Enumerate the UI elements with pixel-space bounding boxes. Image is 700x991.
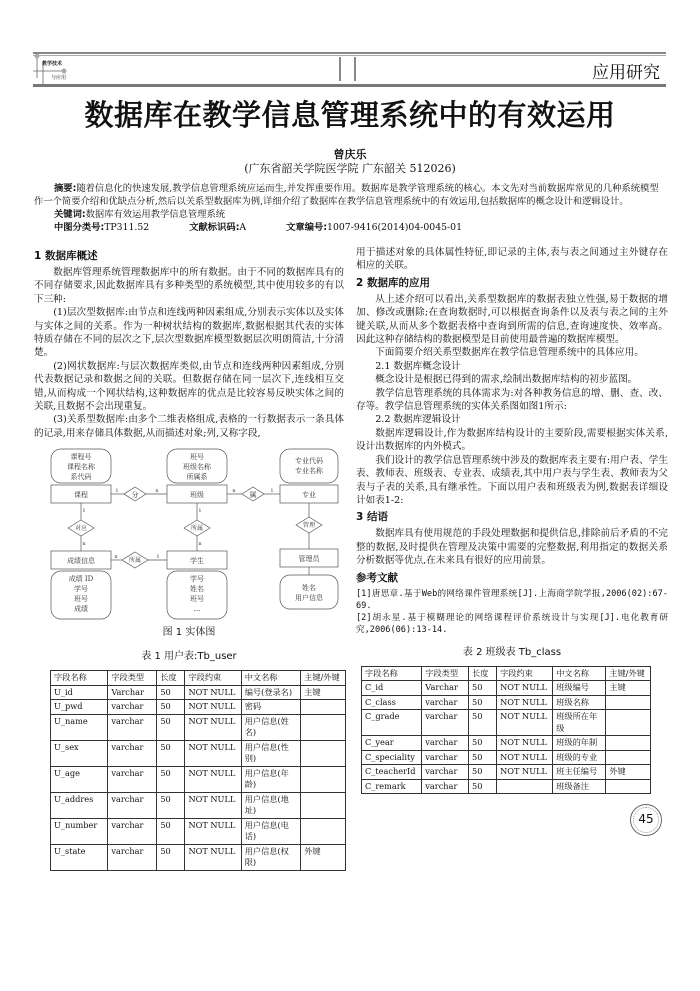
article-no-value: 1007-9416(2014)04-0045-01 xyxy=(327,222,463,233)
clc xyxy=(54,221,149,234)
table-row-cell: 用户信息(地址) xyxy=(241,792,300,818)
section-1-para-2: (1)层次型数据库:由节点和连线两种因素组成,分别表示实体以及实体与实体之间的关系。作为一种树状结构的数据库,数据根据其代表的实体特质存储在不同的层次之下,层次型数据库模型数据层次明朗简洁,十分清楚。 xyxy=(34,307,344,359)
table-row-cell: NOT NULL xyxy=(497,710,553,736)
logo-line1: 教学技术 xyxy=(42,61,63,67)
attr-class-3: 所属系 xyxy=(186,473,208,482)
section-1-heading: 1 数据库概述 xyxy=(34,250,98,262)
table-row xyxy=(362,779,651,794)
table-row xyxy=(51,685,346,700)
table-row-cell: 50 xyxy=(157,700,185,715)
keywords-text: 数据库有效运用教学信息管理系统 xyxy=(85,209,226,220)
table-row-cell xyxy=(301,740,346,766)
card-class-student-1: 1 xyxy=(198,508,202,515)
table-row-cell: 50 xyxy=(469,736,497,751)
abstract-text: 随着信息化的快速发展,教学信息管理系统应运而生,并发挥重要作用。数据库是教学管理系统的核心。本文先对当前数据库常见的几种系统模型作一个简要介绍和优缺点分析,然后以关系型数据库为例,详细介绍了数据库在教学信息管理系统中的有效运用,包括数据库的概念设计和逻辑设计。 xyxy=(34,183,659,207)
attr-score-4: 成绩 xyxy=(74,605,88,614)
card-score-student-n: n xyxy=(114,554,118,561)
table-row-cell: 50 xyxy=(469,765,497,780)
table-row-cell: U_pwd xyxy=(51,700,108,715)
table-row-cell: 用户信息(电话) xyxy=(241,818,300,844)
table-row-cell: C_class xyxy=(362,695,422,710)
card-course-score-n: n xyxy=(82,541,86,548)
rel-course-score-label: 对应 xyxy=(74,525,88,533)
attr-score-3: 班号 xyxy=(74,595,88,604)
table-row-cell: 班级的年制 xyxy=(553,736,606,751)
left-column-box xyxy=(34,246,344,871)
entity-student-label: 学生 xyxy=(190,557,204,566)
header-rule-top xyxy=(33,52,666,54)
table-row-cell: U_id xyxy=(51,685,108,700)
table-row xyxy=(51,766,346,792)
table-row-cell: U_sex xyxy=(51,740,108,766)
article-no-label: 文章编号: xyxy=(286,222,328,233)
table-row-cell: NOT NULL xyxy=(497,681,553,696)
table-row-cell: varchar xyxy=(108,766,157,792)
table-header-row-cell: 字段约束 xyxy=(497,666,553,681)
doc-code xyxy=(189,221,246,234)
table-row-cell: varchar xyxy=(108,818,157,844)
attr-course-2: 课程名称 xyxy=(67,463,95,472)
table-row xyxy=(362,750,651,765)
rel-class-student-label: 所属 xyxy=(190,525,204,533)
table-row-cell: 班级所在年级 xyxy=(553,710,606,736)
article-no xyxy=(286,221,462,234)
table-2-caption: 表 2 班级表 Tb_class xyxy=(462,646,562,658)
table-row-cell xyxy=(497,779,553,794)
table-row-cell xyxy=(606,710,651,736)
card-course-class-1: 1 xyxy=(115,488,119,495)
attr-class-1: 班号 xyxy=(190,453,204,462)
card-class-student-n: n xyxy=(198,541,202,548)
rel-score-student-label: 所属 xyxy=(128,557,142,565)
section-2-2-para-2: 我们设计的教学信息管理系统中涉及的数据库表主要有:用户表、学生表、教师表、班级表、专业表、成绩表,其中用户表与学生表、教师表为父表与子表的关系,具有继承性。下面以用户表和班级表为例,数据表详细设计如表1-2: xyxy=(356,454,668,506)
table-header-row-cell: 长度 xyxy=(469,666,497,681)
table-row-cell: 50 xyxy=(469,750,497,765)
table-header-row xyxy=(362,666,651,681)
table-row-cell: varchar xyxy=(422,779,469,794)
table-row-cell xyxy=(606,750,651,765)
section-tag: 应用研究 xyxy=(592,63,660,83)
table-row-cell: 密码 xyxy=(241,700,300,715)
table-header-row-cell: 主键/外键 xyxy=(606,666,651,681)
keywords-label: 关键词: xyxy=(54,209,86,220)
table-header-row-cell: 字段名称 xyxy=(362,666,422,681)
table-row-cell xyxy=(301,792,346,818)
table-row-cell: 班级名称 xyxy=(553,695,606,710)
table-row-cell: NOT NULL xyxy=(185,818,241,844)
table-row-cell: 50 xyxy=(157,818,185,844)
table-row-cell: varchar xyxy=(108,792,157,818)
table-row-cell: 50 xyxy=(469,695,497,710)
table-row-cell: NOT NULL xyxy=(185,844,241,870)
table-header-row xyxy=(51,671,346,686)
badge-container xyxy=(356,804,662,836)
table-row-cell: C_year xyxy=(362,736,422,751)
table-header-row-cell: 字段类型 xyxy=(108,671,157,686)
page-number-badge xyxy=(630,804,662,836)
doc-code-label: 文献标识码: xyxy=(189,222,240,233)
table-row-cell: 班主任编号 xyxy=(553,765,606,780)
table-header-row-cell: 长度 xyxy=(157,671,185,686)
table-row-cell: NOT NULL xyxy=(185,685,241,700)
table-row-cell: 50 xyxy=(157,740,185,766)
section-2-para-2: 下面简要介绍关系型数据库在教学信息管理系统中的具体应用。 xyxy=(375,347,644,359)
front-matter xyxy=(34,182,666,234)
table-row xyxy=(362,695,651,710)
attr-score-1: 成绩 ID xyxy=(68,575,94,584)
left-column xyxy=(34,249,344,440)
table-row xyxy=(362,765,651,780)
table-row-cell: 用户信息(姓名) xyxy=(241,714,300,740)
table-row xyxy=(51,740,346,766)
right-column-box xyxy=(356,246,668,871)
attr-student-4: ... xyxy=(193,605,201,614)
table-row-cell: 用户信息(性别) xyxy=(241,740,300,766)
card-course-score-1: 1 xyxy=(82,508,86,515)
card-class-major-1: 1 xyxy=(270,488,274,495)
table-row-cell: varchar xyxy=(108,700,157,715)
section-2-1-para-2: 教学信息管理系统的具体需求为:对各种教务信息的增、删、查、改、存等。教学信息管理系统的实体关系图如图1所示: xyxy=(356,387,668,413)
section-2-para-1: 从上述介绍可以看出,关系型数据库的数据表独立性强,易于数据的增加、修改或删除;在查询数据时,可以根据查询条件以及表与表之间的主外键关联,从而从多个数据表格中查询到所需的信息,查询速度快、效率高。因此这种存储结构的数据模型是目前使用最普遍的数据库模型。 xyxy=(356,293,668,346)
table-row-cell: 班级的专业 xyxy=(553,750,606,765)
affiliation: (广东省韶关学院医学院 广东韶关 512026) xyxy=(244,162,456,175)
attr-course-1: 课程号 xyxy=(70,453,92,462)
table-row-cell: 50 xyxy=(157,766,185,792)
keywords xyxy=(34,208,666,221)
attr-major-1: 专业代码 xyxy=(295,457,323,466)
table-row-cell: NOT NULL xyxy=(185,792,241,818)
header-rule-bottom xyxy=(33,84,666,87)
section-1-para-4: (3)关系型数据库:由多个二维表格组成,表格的一行数据表示一条具体的记录,用来存储具体数据,从而描述对象;列,又称字段, xyxy=(34,414,344,439)
table-row-cell xyxy=(606,779,651,794)
attr-course-3: 系代码 xyxy=(70,473,92,482)
table-row xyxy=(51,714,346,740)
section-2-1-heading: 2.1 数据库概念设计 xyxy=(375,360,461,372)
table-header-row-cell: 字段名称 xyxy=(51,671,108,686)
table-row xyxy=(51,844,346,870)
table-2-class xyxy=(361,666,651,795)
section-1-para-4-cont: 用于描述对象的具体属性特征,即记录的主体,表与表之间通过主外键存在相应的关联。 xyxy=(356,247,668,272)
table-row-cell: C_id xyxy=(362,681,422,696)
abstract-label: 摘要: xyxy=(54,183,77,194)
table-row-cell: NOT NULL xyxy=(497,695,553,710)
section-2-2-para-1: 数据库逻辑设计,作为数据库结构设计的主要阶段,需要根据实体关系,设计出数据库的内外模式。 xyxy=(356,427,668,453)
table-row xyxy=(51,700,346,715)
table-row-cell xyxy=(301,766,346,792)
clc-value: TP311.52 xyxy=(104,222,150,233)
card-course-class-n: n xyxy=(155,488,159,495)
table-row-cell: C_speciality xyxy=(362,750,422,765)
card-score-student-1: 1 xyxy=(156,554,160,561)
rel-admin-major-label: 管理 xyxy=(302,522,316,530)
entity-major-label: 专业 xyxy=(302,491,316,500)
page-body xyxy=(0,94,700,871)
table-row-cell: 用户信息(年龄) xyxy=(241,766,300,792)
table-row-cell: NOT NULL xyxy=(497,736,553,751)
section-2-2-heading: 2.2 数据库逻辑设计 xyxy=(375,414,461,426)
table-row-cell: varchar xyxy=(108,844,157,870)
table-row-cell: 用户信息(权限) xyxy=(241,844,300,870)
references-heading: 参考文献 xyxy=(356,571,398,584)
table-row-cell: U_number xyxy=(51,818,108,844)
table-1-caption: 表 1 用户表:Tb_user xyxy=(141,651,237,663)
entity-class-label: 班级 xyxy=(190,491,204,500)
header-rule-top-thin xyxy=(33,55,666,56)
attr-student-2: 姓名 xyxy=(190,585,204,594)
table-row-cell xyxy=(301,700,346,715)
table-row xyxy=(362,736,651,751)
table-row-cell: 50 xyxy=(157,685,185,700)
attr-box-admin xyxy=(280,575,338,609)
rel-class-major-label: 属 xyxy=(249,491,257,500)
table-row-cell: U_state xyxy=(51,844,108,870)
journal-logo xyxy=(33,54,78,84)
table-row xyxy=(51,818,346,844)
header-divider-left xyxy=(339,57,341,81)
table-row-cell: NOT NULL xyxy=(185,766,241,792)
logo-line2: 与应用 xyxy=(51,75,67,81)
table-row-cell: NOT NULL xyxy=(185,700,241,715)
table-row-cell: 编号(登录名) xyxy=(241,685,300,700)
author: 曾庆乐 xyxy=(333,148,367,161)
card-class-major-n: n xyxy=(232,488,236,495)
section-1-para-1: 数据库管理系统管理数据库中的所有数据。由于不同的数据库具有的不同存储要求,因此数据库具有多种类型的系统模型,其中使用较多的有以下三种: xyxy=(34,267,344,305)
table-row-cell: NOT NULL xyxy=(497,765,553,780)
table-row-cell: varchar xyxy=(422,695,469,710)
reference-2: [2]胡永星.基于模糊理论的网络课程评价系统设计与实现[J].电化教育研究,2006(06):13-14. xyxy=(356,612,668,635)
entity-relationship-diagram xyxy=(44,448,340,622)
header-divider-right xyxy=(354,57,356,81)
attr-class-2: 班级名称 xyxy=(183,463,211,472)
badge-ring-icon xyxy=(633,807,659,833)
attr-student-1: 学号 xyxy=(190,575,204,584)
table-row-cell xyxy=(301,714,346,740)
table-header-row-cell: 中文名称 xyxy=(553,666,606,681)
table-1-user xyxy=(50,670,346,871)
attr-box-major xyxy=(280,449,338,483)
table-row-cell: varchar xyxy=(422,765,469,780)
article-meta xyxy=(34,221,666,234)
table-row-cell: 50 xyxy=(469,710,497,736)
attr-admin-2: 用户信息 xyxy=(295,594,323,603)
table-row-cell: U_name xyxy=(51,714,108,740)
table-row-cell: 50 xyxy=(157,792,185,818)
table-row-cell: varchar xyxy=(108,714,157,740)
section-3-para-1: 数据库具有使用规范的手段处理数据和提供信息,排除前后矛盾的不完整的数据,及时提供在管理及决策中需要的完整数据,利用指定的数据关系分析数据等优点,在未来具有很好的应用前景。 xyxy=(356,528,668,567)
table-row-cell: 外键 xyxy=(606,765,651,780)
table-row-cell: 班级编号 xyxy=(553,681,606,696)
entity-admin-label: 管理员 xyxy=(298,555,320,564)
table-row-cell: varchar xyxy=(108,740,157,766)
section-2-heading: 2 数据库的应用 xyxy=(356,276,430,289)
table-row-cell: varchar xyxy=(422,710,469,736)
table-row xyxy=(362,681,651,696)
two-column-body xyxy=(34,246,668,871)
table-row-cell xyxy=(606,736,651,751)
table-row-cell: 主键 xyxy=(301,685,346,700)
right-column xyxy=(356,246,668,636)
table-row-cell: U_addres xyxy=(51,792,108,818)
table-row-cell: C_grade xyxy=(362,710,422,736)
table-header-row-cell: 字段类型 xyxy=(422,666,469,681)
section-3-heading: 3 结语 xyxy=(356,511,388,524)
entity-course-label: 课程 xyxy=(74,491,88,500)
table-row-cell: NOT NULL xyxy=(497,750,553,765)
table-row-cell: 50 xyxy=(157,844,185,870)
reference-1: [1]唐思章.基于Web的网络课件管理系统[J].上海商学院学报,2006(02):67-69. xyxy=(356,588,668,611)
table-row-cell: C_remark xyxy=(362,779,422,794)
table-header-row-cell: 中文名称 xyxy=(241,671,300,686)
page-number: 45 xyxy=(638,812,654,827)
table-row xyxy=(51,792,346,818)
table-row-cell xyxy=(301,818,346,844)
attr-student-3: 班号 xyxy=(190,595,204,604)
section-1-para-3: (2)网状数据库:与层次数据库类似,由节点和连线两种因素组成,分别代表数据记录和数据之间的关联。但数据存储在同一层次下,连线相互交错,从而构成一个网状结构,这种数据库的优点是比较容易反映实体之间的关联,且数据不会出现重复。 xyxy=(34,360,344,413)
table-row-cell: 外键 xyxy=(301,844,346,870)
article-title: 数据库在教学信息管理系统中的有效运用 xyxy=(84,98,616,132)
table-row-cell: Varchar xyxy=(108,685,157,700)
table-row-cell: 50 xyxy=(469,681,497,696)
table-row-cell xyxy=(606,695,651,710)
table-header-row-cell: 主键/外键 xyxy=(301,671,346,686)
table-row-cell: NOT NULL xyxy=(185,740,241,766)
table-row-cell: Varchar xyxy=(422,681,469,696)
figure-1-caption: 图 1 实体图 xyxy=(162,627,216,639)
table-header-row-cell: 字段约束 xyxy=(185,671,241,686)
table-row-cell: C_teacherId xyxy=(362,765,422,780)
entity-score-label: 成绩信息 xyxy=(67,557,95,566)
table-row-cell: varchar xyxy=(422,750,469,765)
section-2-1-para-1: 概念设计是根据已得到的需求,绘制出数据库结构的初步蓝图。 xyxy=(375,374,638,386)
rel-course-class-label: 分 xyxy=(131,491,139,500)
table-row-cell: 班级备注 xyxy=(553,779,606,794)
attr-major-2: 专业名称 xyxy=(295,467,323,476)
table-row-cell: U_age xyxy=(51,766,108,792)
table-row-cell: NOT NULL xyxy=(185,714,241,740)
attr-score-2: 学号 xyxy=(74,585,88,594)
table-row xyxy=(362,710,651,736)
table-row-cell: varchar xyxy=(422,736,469,751)
table-row-cell: 主键 xyxy=(606,681,651,696)
clc-label: 中图分类号: xyxy=(54,222,105,233)
abstract xyxy=(34,182,666,208)
table-row-cell: 50 xyxy=(157,714,185,740)
doc-code-value: A xyxy=(239,222,247,233)
attr-admin-1: 姓名 xyxy=(302,584,316,593)
table-row-cell: 50 xyxy=(469,779,497,794)
